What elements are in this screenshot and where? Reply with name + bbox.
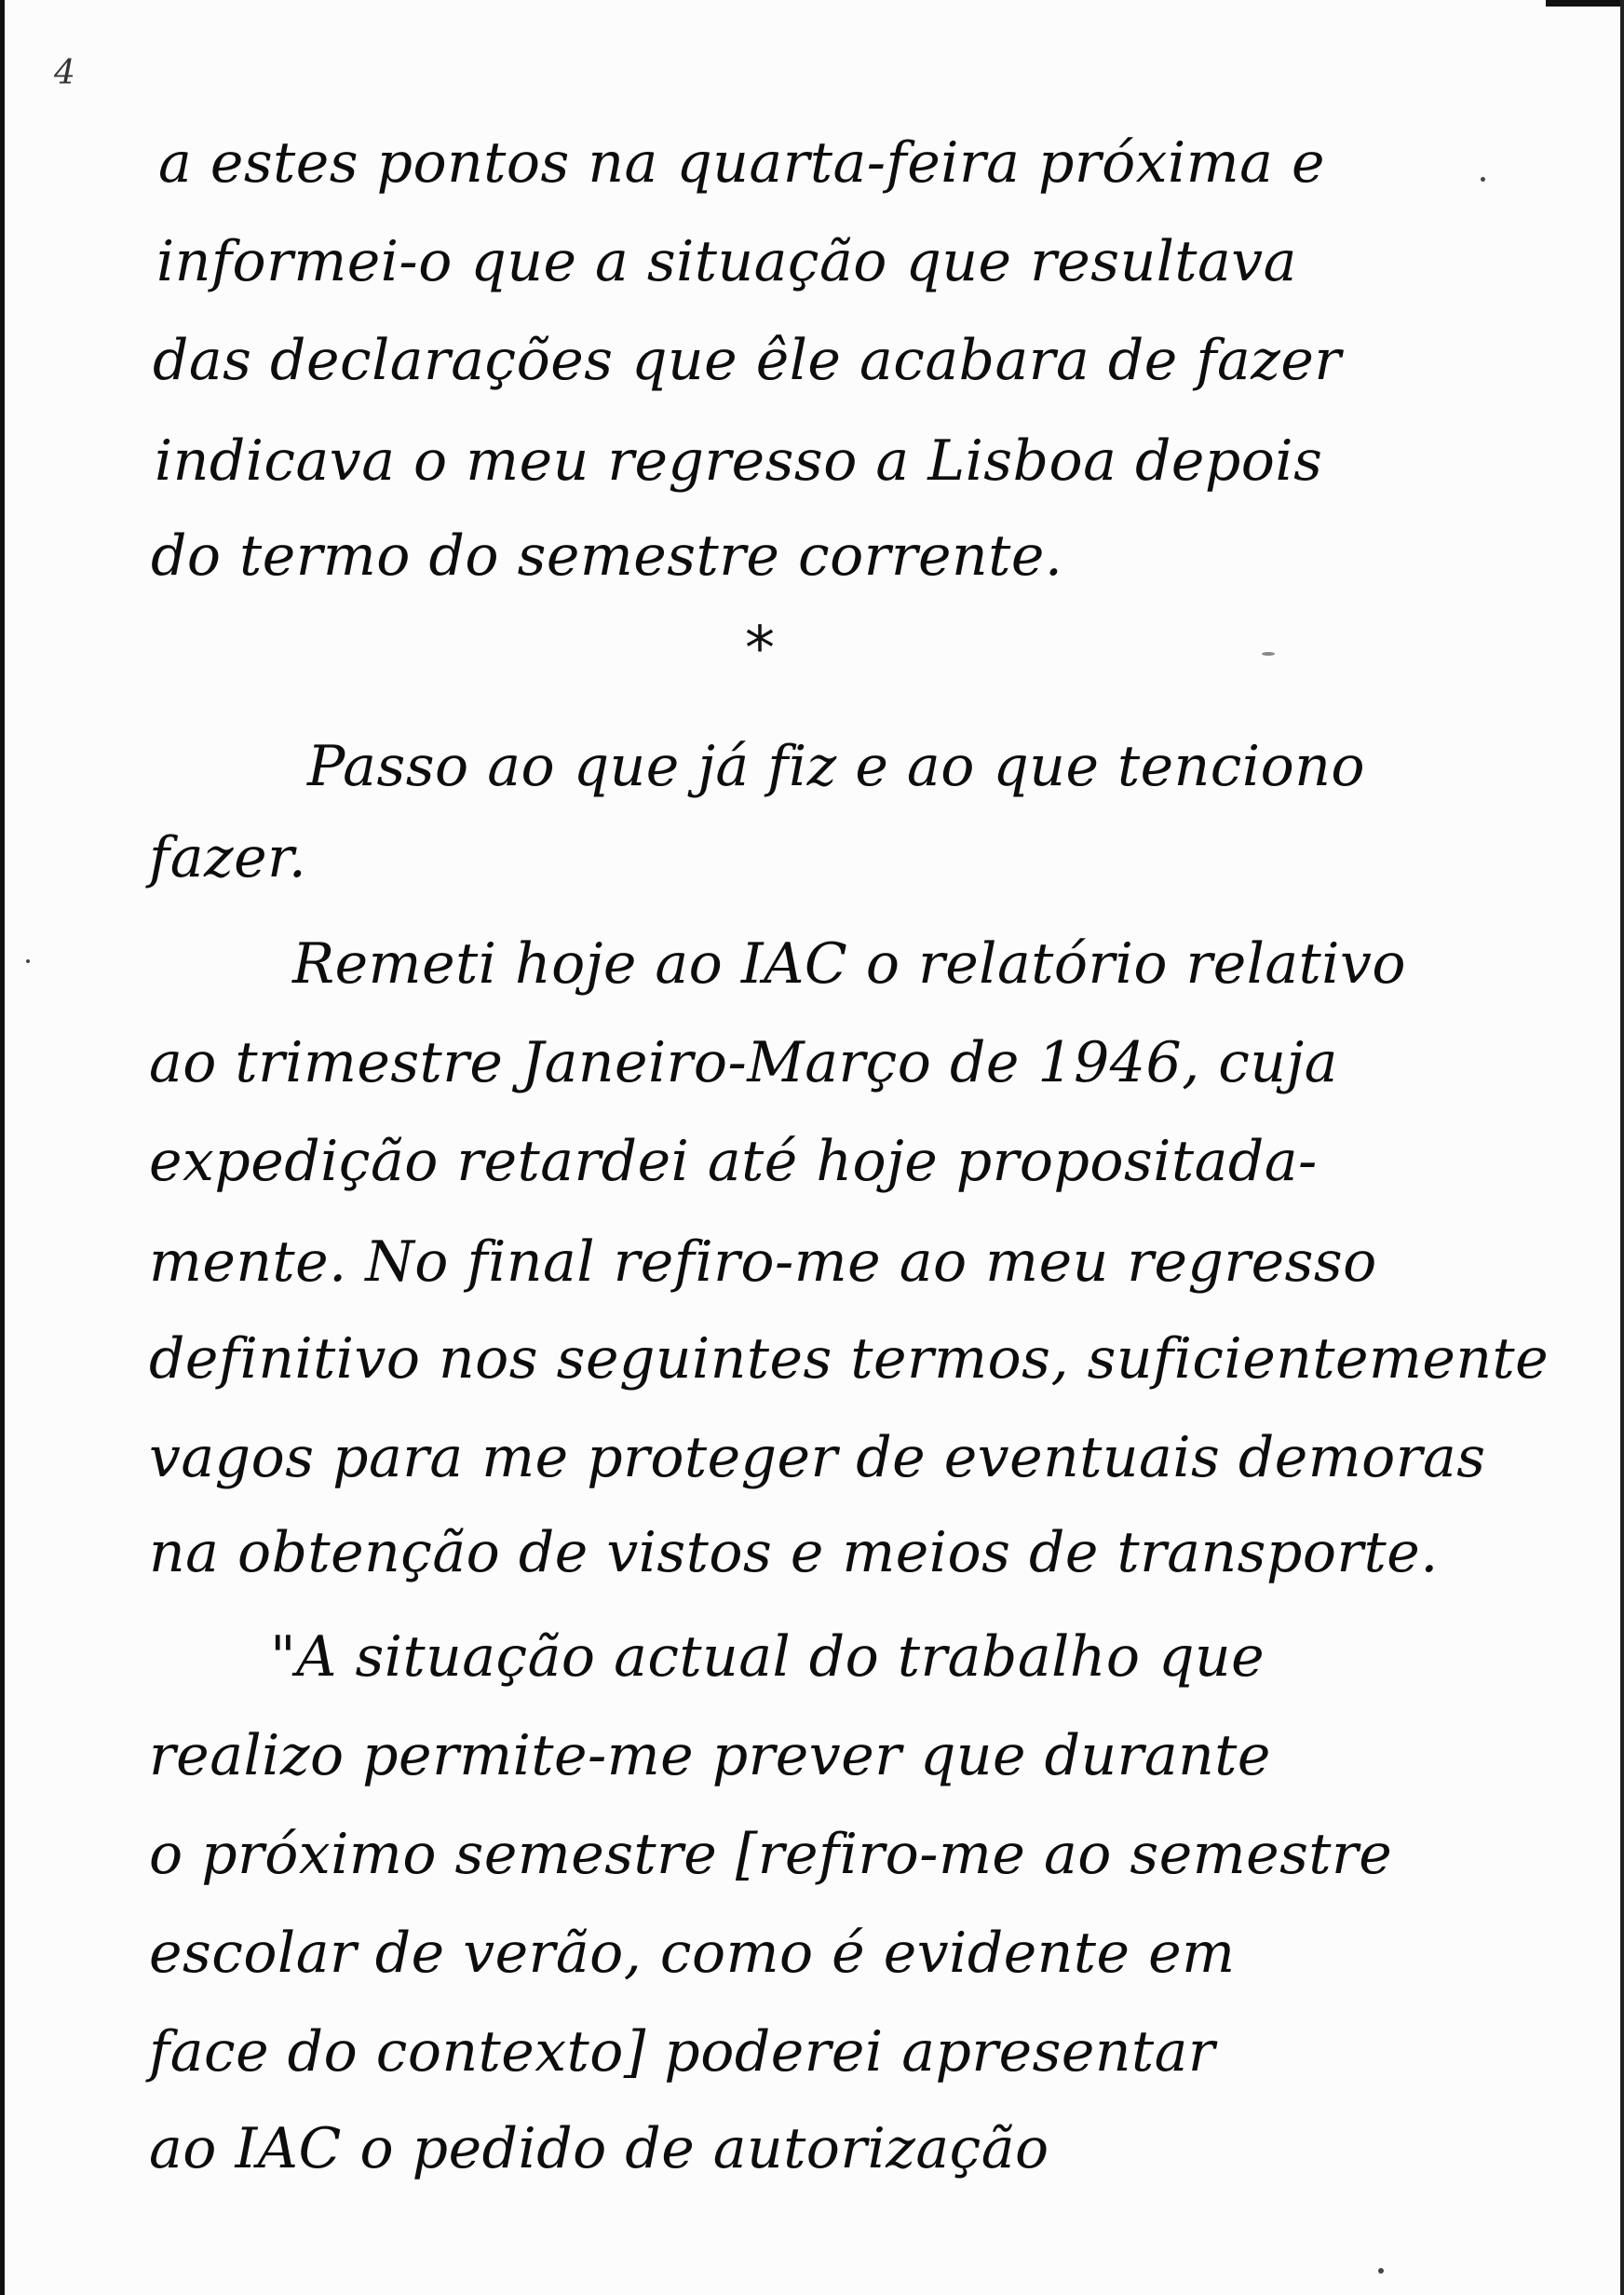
text-line: definitivo nos seguintes termos, suficientemente bbox=[149, 1326, 1550, 1392]
text-line: "A situação actual do trabalho que bbox=[270, 1624, 1265, 1690]
text-line: fazer. bbox=[149, 825, 307, 890]
text-line: indicava o meu regresso a Lisboa depois bbox=[155, 428, 1323, 494]
scan-speck bbox=[1378, 2268, 1384, 2274]
scan-edge-left bbox=[0, 0, 5, 2295]
text-line: Remeti hoje ao IAC o relatório relativo bbox=[292, 931, 1407, 997]
text-line: o próximo semestre [refiro-me ao semestre bbox=[149, 1822, 1393, 1887]
text-line: face do contexto] poderei apresentar bbox=[149, 2019, 1216, 2085]
scan-edge-top bbox=[1546, 0, 1624, 7]
page-number: 4 bbox=[54, 54, 75, 92]
text-line: ao trimestre Janeiro-Março de 1946, cuja bbox=[149, 1030, 1338, 1095]
scan-speck bbox=[1262, 652, 1275, 656]
text-line: na obtenção de vistos e meios de transporte. bbox=[149, 1520, 1439, 1585]
text-line: a estes pontos na quarta-feira próxima e bbox=[158, 130, 1325, 196]
text-line: mente. No final refiro-me ao meu regresso bbox=[149, 1229, 1377, 1295]
section-separator-asterisk: * bbox=[745, 615, 775, 684]
text-line: expedição retardei até hoje propositada- bbox=[149, 1129, 1318, 1194]
scan-speck bbox=[26, 959, 30, 963]
scan-edge-right bbox=[1620, 0, 1624, 2295]
text-line: ao IAC o pedido de autorização bbox=[149, 2116, 1049, 2181]
text-line: vagos para me proteger de eventuais demoras bbox=[149, 1425, 1486, 1490]
text-line: do termo do semestre corrente. bbox=[151, 523, 1063, 589]
text-line: realizo permite-me prever que durante bbox=[149, 1723, 1271, 1788]
text-line: informei-o que a situação que resultava bbox=[156, 229, 1297, 294]
text-line: Passo ao que já fiz e ao que tenciono bbox=[307, 734, 1365, 799]
text-line: das declarações que êle acabara de fazer bbox=[153, 328, 1342, 393]
text-line: escolar de verão, como é evidente em bbox=[149, 1921, 1236, 1986]
